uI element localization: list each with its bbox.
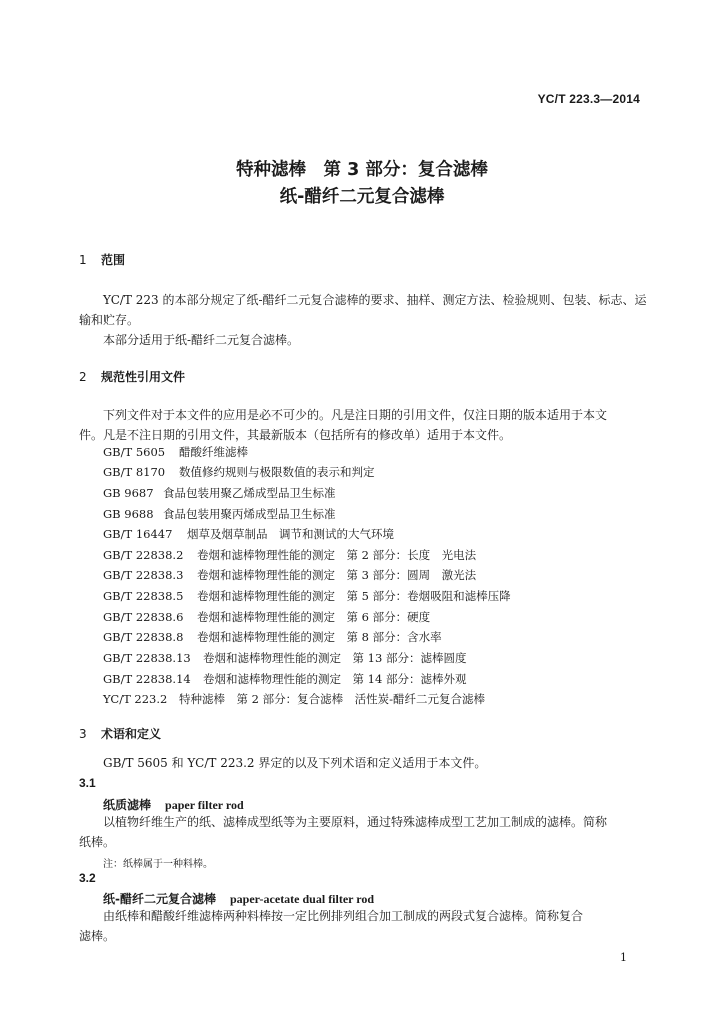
reference-item: GB/T 16447 烟草及烟草制品 调节和测试的大气环境 [103,527,394,541]
page-number: 1 [620,951,627,964]
document-title-line1: 特种滤棒 第 3 部分：复合滤棒 [236,160,488,180]
reference-item: GB/T 22838.14 卷烟和滤棒物理性能的测定 第 14 部分：滤棒外观 [103,672,467,686]
section-3-title: 术语和定义 [101,727,162,741]
section-1-number: 1 [79,253,87,267]
term-3-2-chinese: 纸-醋纤二元复合滤棒 [103,892,216,906]
normative-intro-line1: 下列文件对于本文件的应用是必不可少的。凡是注日期的引用文件，仅注日期的版本适用于本文 [103,408,608,422]
reference-item: GB/T 22838.6 卷烟和滤棒物理性能的测定 第 6 部分：硬度 [103,610,431,624]
section-2-heading [79,368,185,385]
standard-code: YC/T 223.3—2014 [537,92,640,106]
section-3-intro [79,753,659,773]
reference-item: GB 9688 食品包装用聚丙烯成型品卫生标准 [103,507,336,521]
term-3-1-definition: 以植物纤维生产的纸、滤棒成型纸等为主要原料，通过特殊滤棒成型工艺加工制成的滤棒。简称 纸棒。 [79,815,608,849]
scope-applicability-text: 本部分适用于纸-醋纤二元复合滤棒。 [103,333,300,347]
document-title-line2: 纸-醋纤二元复合滤棒 [279,187,445,207]
section-1-title: 范围 [101,253,126,267]
term-3-2-number: 3.2 [79,871,96,885]
term-3-1-english: paper filter rod [165,798,244,812]
section-1-scope-paragraph [79,290,659,350]
term-3-1-note: 注：纸棒属于一种料棒。 [103,859,213,870]
normative-intro-line2: 件。凡是不注日期的引用文件，其最新版本（包括所有的修改单）适用于本文件。 [79,428,512,442]
term-3-1-number: 3.1 [79,776,96,790]
section-3-heading [79,725,161,742]
reference-item: GB 9687 食品包装用聚乙烯成型品卫生标准 [103,486,336,500]
reference-item: GB/T 22838.13 卷烟和滤棒物理性能的测定 第 13 部分：滤棒圆度 [103,651,467,665]
section-2-number: 2 [79,370,87,384]
reference-item: GB/T 22838.8 卷烟和滤棒物理性能的测定 第 8 部分：含水率 [103,630,442,644]
term-3-2-english: paper-acetate dual filter rod [229,892,375,906]
scope-text-line2: 输和贮存。 [79,313,140,327]
term-3-1-heading [103,796,244,813]
section-2-title: 规范性引用文件 [101,370,186,384]
scope-text-line1: YC/T 223 的本部分规定了纸-醋纤二元复合滤棒的要求、抽样、测定方法、检验规则、包装、标志、运 [103,293,647,307]
terms-intro-text: GB/T 5605 和 YC/T 223.2 界定的以及下列术语和定义适用于本文件。 [103,756,487,770]
term-3-1-chinese: 纸质滤棒 [103,798,152,812]
section-3-number: 3 [79,727,87,741]
reference-item: GB/T 22838.2 卷烟和滤棒物理性能的测定 第 2 部分：长度 光电法 [103,548,477,562]
reference-item: GB/T 5605 醋酸纤维滤棒 [103,445,248,459]
reference-item: YC/T 223.2 特种滤棒 第 2 部分：复合滤棒 活性炭-醋纤二元复合滤棒 [103,692,486,706]
section-1-heading [79,251,125,268]
term-3-2-heading [103,890,374,907]
term-3-2-definition: 由纸棒和醋酸纤维滤棒两种料棒按一定比例排列组合加工制成的两段式复合滤棒。简称复合 滤棒。 [79,909,584,943]
reference-item: GB/T 22838.3 卷烟和滤棒物理性能的测定 第 3 部分：圆周 激光法 [103,568,477,582]
reference-item: GB/T 8170 数值修约规则与极限数值的表示和判定 [103,465,375,479]
section-2-intro [79,405,659,445]
reference-item: GB/T 22838.5 卷烟和滤棒物理性能的测定 第 5 部分：卷烟吸阻和滤棒压降 [103,589,511,603]
